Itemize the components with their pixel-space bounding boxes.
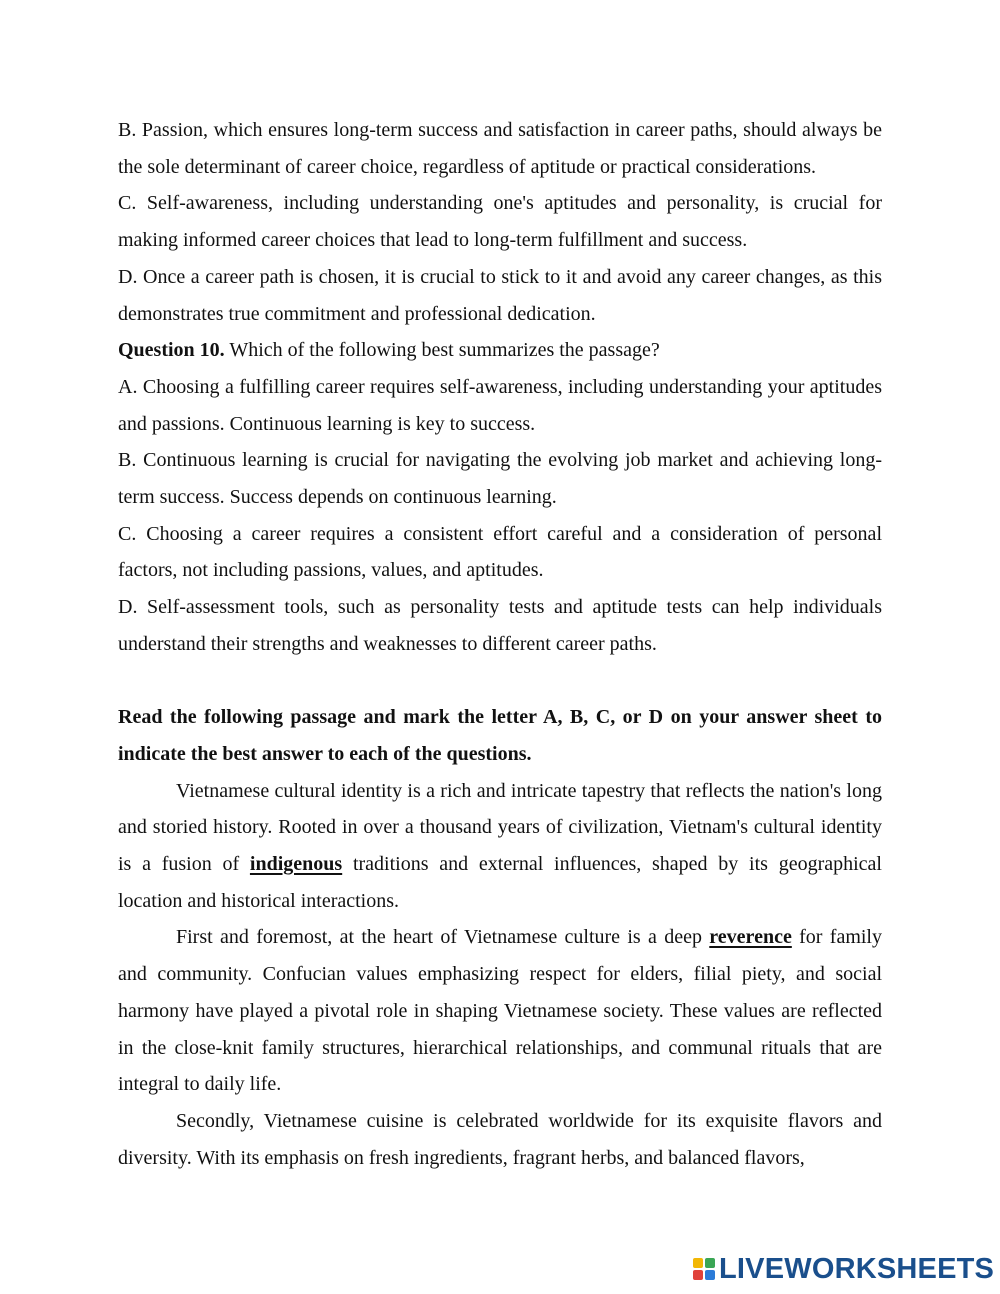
liveworksheets-logo [693, 1253, 994, 1285]
q10-option-c: C. Choosing a career requires a consistent effort careful and a consideration of personal factors, not including passions, values, and aptitudes. [118, 522, 882, 582]
keyword-indigenous: indigenous [249, 853, 343, 876]
question-10-prompt: Which of the following best summarizes the passage? [224, 339, 660, 362]
q10-option-b: B. Continuous learning is crucial for navigating the evolving job market and achieving long-term success. Success depends on continuous learning. [118, 449, 882, 509]
q9-option-b: B. Passion, which ensures long-term success and satisfaction in career paths, should always be the sole determinant of career choice, regardless of aptitude or practical considerations. [118, 119, 882, 178]
q10-option-a: A. Choosing a fulfilling career requires self-awareness, including understanding your aptitudes and passions. Continuous learning is key to success. [118, 375, 882, 435]
q9-option-d: D. Once a career path is chosen, it is crucial to stick to it and avoid any career changes, as this demonstrates true commitment and professional dedication. [118, 265, 882, 325]
passage-p1-text: Vietnamese cultural identity is a rich and intricate tapestry that reflects the nation's long and storied history. Rooted in over a thousand years of civilization, Vietnam's cultural identity is a fusion of [118, 779, 882, 876]
q10-option-d: D. Self-assessment tools, such as personality tests and aptitude tests can help individuals understand their strengths and weaknesses to different career paths. [118, 596, 882, 655]
passage-p2-text: First and foremost, at the heart of Vietnamese culture is a deep [176, 926, 710, 949]
passage-paragraph-2 [118, 919, 882, 1103]
passage-paragraph-3: Secondly, Vietnamese cuisine is celebrated worldwide for its exquisite flavors and diversity. With its emphasis on fresh ingredients, fragrant herbs, and balanced flavors, [118, 1109, 882, 1169]
question-10 [118, 332, 882, 369]
reading-instructions: Read the following passage and mark the letter A, B, C, or D on your answer sheet to indicate the best answer to each of the questions. [118, 706, 882, 765]
passage-paragraph-1 [118, 773, 882, 920]
worksheet-page [118, 112, 882, 1176]
keyword-reverence: reverence [709, 926, 792, 949]
logo-mark-icon [693, 1258, 715, 1280]
q9-option-c: C. Self-awareness, including understanding one's aptitudes and personality, is crucial for making informed career choices that lead to long-term fulfillment and success. [118, 192, 882, 252]
logo-wordmark: LIVEWORKSHEETS [719, 1253, 995, 1285]
passage-p1-text-end: traditions and external influences, shaped by its geographical location and historical interactions. [118, 853, 882, 912]
section-spacer [118, 663, 882, 700]
question-10-label: Question 10. [118, 339, 225, 362]
passage-p2-text-end: for family and community. Confucian values emphasizing respect for elders, filial piety, and social harmony have played a pivotal role in shaping Vietnamese society. These values are reflected in the close-knit family structures, hierarchical relationships, and communal rituals that are integral to daily life. [118, 926, 882, 1096]
